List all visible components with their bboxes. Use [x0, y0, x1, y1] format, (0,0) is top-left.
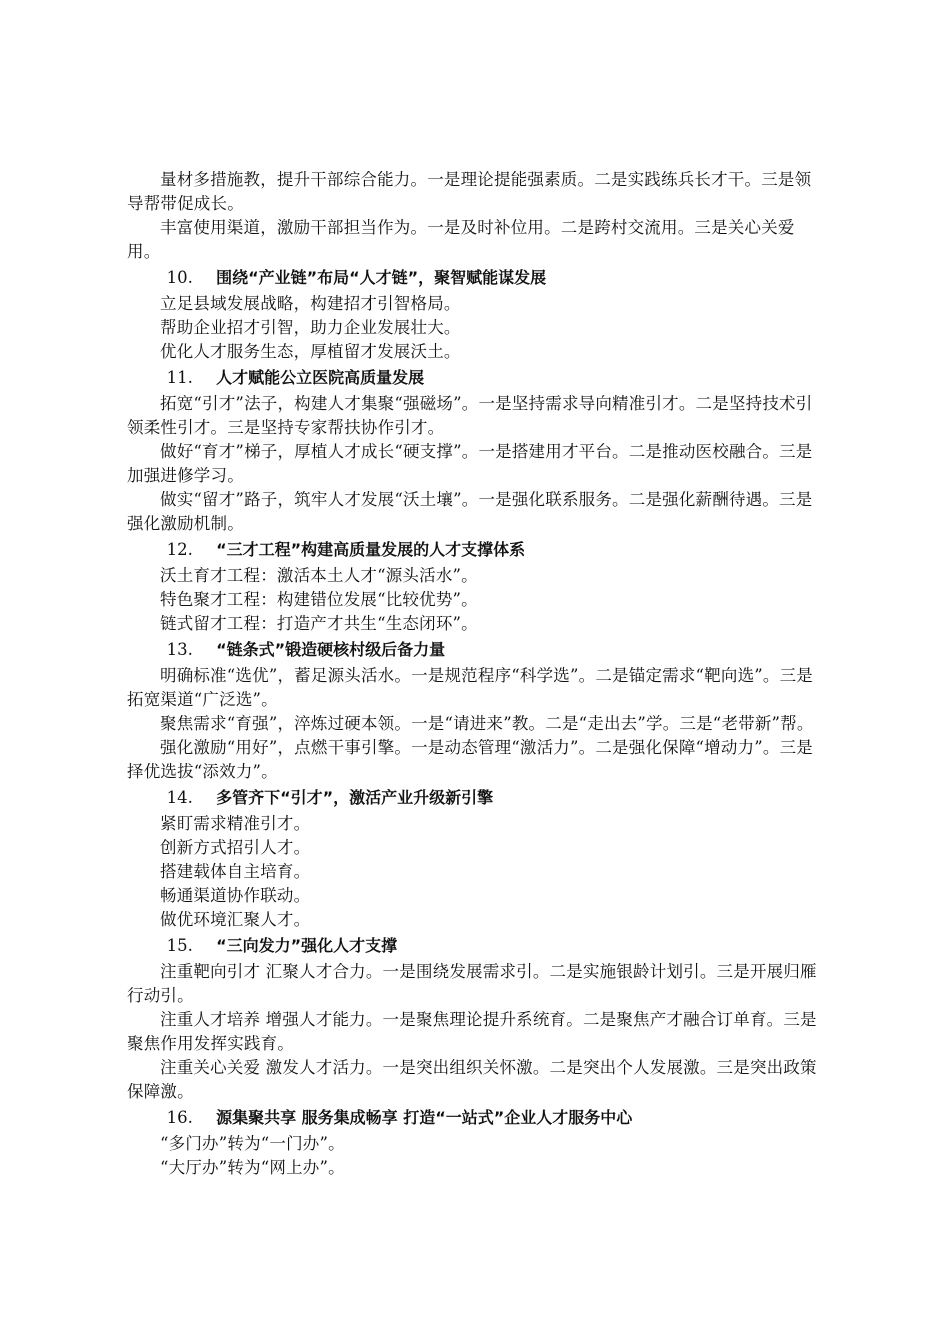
section-heading [127, 538, 827, 562]
section-heading [127, 366, 827, 390]
section-paragraph: 畅通渠道协作联动。 [160, 886, 311, 905]
section-paragraph: 帮助企业招才引智，助力企业发展壮大。 [160, 318, 461, 337]
section-heading [127, 1106, 827, 1130]
intro-paragraph: 丰富使用渠道，激励干部担当作为。一是及时补位用。二是跨村交流用。三是关心关爱用。 [127, 218, 795, 261]
section-number: 13. [166, 640, 193, 659]
section-heading [127, 934, 827, 958]
section-paragraph: “多门办”转为“一门办”。 [160, 1134, 345, 1153]
section-13 [127, 638, 827, 784]
section-title: 源集聚共享 服务集成畅享 打造“一站式”企业人才服务中心 [216, 1108, 633, 1127]
section-14 [127, 786, 827, 932]
section-15 [127, 934, 827, 1104]
section-number: 11. [166, 368, 193, 387]
section-16 [127, 1106, 827, 1180]
section-number: 12. [166, 540, 193, 559]
section-title: 多管齐下“引才”，激活产业升级新引擎 [216, 788, 494, 807]
section-title: “三才工程”构建高质量发展的人才支撑体系 [216, 540, 526, 559]
section-paragraph: 明确标准“选优”，蓄足源头活水。一是规范程序“科学选”。二是锚定需求“靶向选”。三是拓宽渠道“广泛选”。 [127, 666, 814, 709]
section-paragraph: 做优环境汇聚人才。 [160, 910, 311, 929]
section-paragraph: 特色聚才工程：构建错位发展“比较优势”。 [160, 590, 478, 609]
section-12 [127, 538, 827, 636]
section-title: 围绕“产业链”布局“人才链”，聚智赋能谋发展 [216, 268, 547, 287]
section-heading [127, 266, 827, 290]
section-title: “三向发力”强化人才支撑 [216, 936, 398, 955]
section-paragraph: 立足县域发展战略，构建招才引智格局。 [160, 294, 461, 313]
section-number: 14. [166, 788, 193, 807]
section-paragraph: 注重关心关爱 激发人才活力。一是突出组织关怀激。二是突出个人发展激。三是突出政策保障激。 [127, 1058, 817, 1101]
section-paragraph: 链式留才工程：打造产才共生“生态闭环”。 [160, 614, 478, 633]
section-paragraph: 优化人才服务生态，厚植留才发展沃土。 [160, 342, 461, 361]
section-paragraph: 聚焦需求“育强”，淬炼过硬本领。一是“请进来”教。二是“走出去”学。三是“老带新”帮。 [160, 714, 814, 733]
section-10 [127, 266, 827, 364]
intro-paragraph: 量材多措施教，提升干部综合能力。一是理论提能强素质。二是实践练兵长才干。三是领导帮带促成长。 [127, 170, 812, 213]
section-paragraph: 注重靶向引才 汇聚人才合力。一是围绕发展需求引。二是实施银龄计划引。三是开展归雁行动引。 [127, 962, 817, 1005]
section-paragraph: 紧盯需求精准引才。 [160, 814, 311, 833]
section-paragraph: 沃土育才工程：激活本土人才“源头活水”。 [160, 566, 478, 585]
section-number: 15. [166, 936, 193, 955]
section-paragraph: 注重人才培养 增强人才能力。一是聚焦理论提升系统育。二是聚焦产才融合订单育。三是聚焦作用发挥实践育。 [127, 1010, 817, 1053]
section-heading [127, 638, 827, 662]
section-paragraph: 创新方式招引人才。 [160, 838, 311, 857]
section-11 [127, 366, 827, 536]
section-paragraph: “大厅办”转为“网上办”。 [160, 1158, 345, 1177]
section-paragraph: 拓宽“引才”法子，构建人才集聚“强磁场”。一是坚持需求导向精准引才。二是坚持技术引领柔性引才。三是坚持专家帮扶协作引才。 [127, 394, 813, 437]
section-paragraph: 搭建载体自主培育。 [160, 862, 311, 881]
document-page [127, 168, 827, 1180]
section-paragraph: 强化激励“用好”，点燃干事引擎。一是动态管理“激活力”。二是强化保障“增动力”。三是择优选拔“添效力”。 [127, 738, 814, 781]
section-number: 10. [166, 268, 193, 287]
intro-block [127, 168, 827, 264]
section-title: 人才赋能公立医院高质量发展 [216, 368, 425, 387]
section-title: “链条式”锻造硬核村级后备力量 [216, 640, 446, 659]
section-paragraph: 做实“留才”路子，筑牢人才发展“沃土壤”。一是强化联系服务。二是强化薪酬待遇。三是强化激励机制。 [127, 490, 813, 533]
section-paragraph: 做好“育才”梯子，厚植人才成长“硬支撑”。一是搭建用才平台。二是推动医校融合。三是加强进修学习。 [127, 442, 813, 485]
section-number: 16. [166, 1108, 193, 1127]
section-heading [127, 786, 827, 810]
